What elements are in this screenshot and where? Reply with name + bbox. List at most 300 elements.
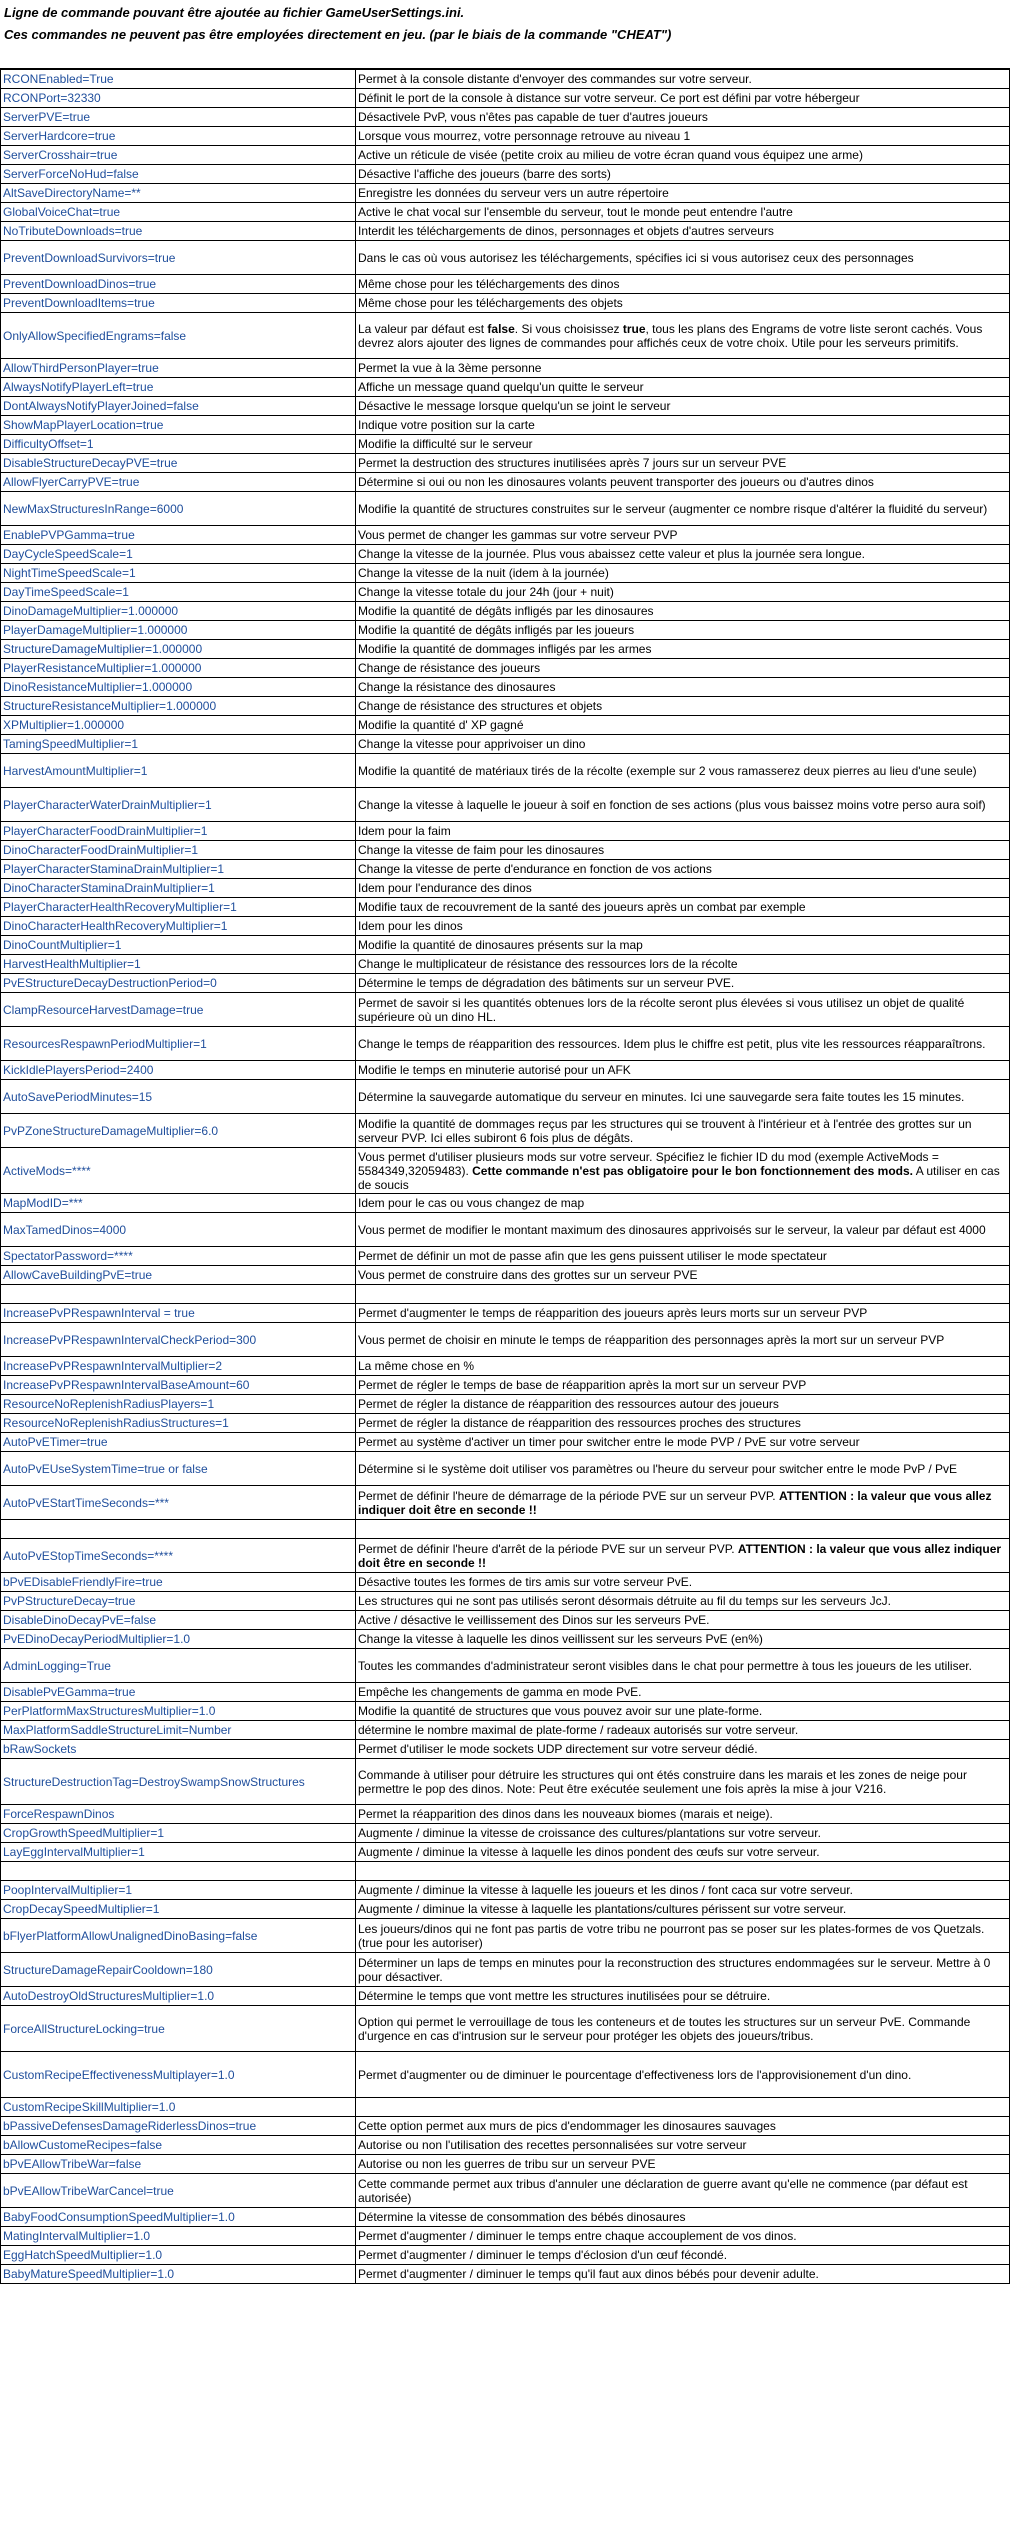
command-description: Modifie la difficulté sur le serveur (356, 435, 1010, 454)
command-description: Dans le cas où vous autorisez les téléchargements, spécifies ici si vous autorisez ceux des personnages (356, 241, 1010, 275)
command-description: Modifie taux de recouvrement de la santé des joueurs après un combat par exemple (356, 898, 1010, 917)
command-description: Permet d'augmenter le temps de réapparition des joueurs après leurs morts sur un serveur PVP (356, 1304, 1010, 1323)
command-key: TamingSpeedMultiplier=1 (1, 735, 356, 754)
command-key (1, 1862, 356, 1881)
command-key: GlobalVoiceChat=true (1, 203, 356, 222)
command-description: Change le temps de réapparition des ressources. Idem plus le chiffre est petit, plus vite les ressources réapparaîtrons. (356, 1027, 1010, 1061)
commands-table-body (1, 70, 1010, 2284)
command-key: IncreasePvPRespawnIntervalBaseAmount=60 (1, 1376, 356, 1395)
command-description (356, 2098, 1010, 2117)
command-key: AutoSavePeriodMinutes=15 (1, 1080, 356, 1114)
command-key: DayCycleSpeedScale=1 (1, 545, 356, 564)
command-description: Idem pour le cas ou vous changez de map (356, 1194, 1010, 1213)
command-description: Permet de régler la distance de réapparition des ressources autour des joueurs (356, 1395, 1010, 1414)
command-description: Permet de définir un mot de passe afin que les gens puissent utiliser le mode spectateur (356, 1247, 1010, 1266)
table-row (1, 1824, 1010, 1843)
command-description: Enregistre les données du serveur vers un autre répertoire (356, 184, 1010, 203)
command-key: StructureResistanceMultiplier=1.000000 (1, 697, 356, 716)
command-key: PerPlatformMaxStructuresMultiplier=1.0 (1, 1702, 356, 1721)
table-row (1, 397, 1010, 416)
command-key: XPMultiplier=1.000000 (1, 716, 356, 735)
command-description: Modifie la quantité d' XP gagné (356, 716, 1010, 735)
table-row (1, 974, 1010, 993)
command-key: PreventDownloadDinos=true (1, 275, 356, 294)
command-description: Permet d'augmenter ou de diminuer le pourcentage d'effectiveness lors de l'approvisionement d'un dino. (356, 2052, 1010, 2098)
command-description: Détermine le temps de dégradation des bâtiments sur un serveur PVE. (356, 974, 1010, 993)
command-description: Désactive le message lorsque quelqu'un se joint le serveur (356, 397, 1010, 416)
command-description: Autorise ou non l'utilisation des recettes personnalisées sur votre serveur (356, 2136, 1010, 2155)
table-row (1, 640, 1010, 659)
command-key: AutoDestroyOldStructuresMultiplier=1.0 (1, 1987, 356, 2006)
command-key: DinoDamageMultiplier=1.000000 (1, 602, 356, 621)
command-description: Change la vitesse à laquelle le joueur à soif en fonction de ses actions (plus vous baissez moins votre perso aura soif) (356, 788, 1010, 822)
table-row (1, 583, 1010, 602)
command-description: Change la vitesse de faim pour les dinosaures (356, 841, 1010, 860)
command-key: PlayerCharacterFoodDrainMultiplier=1 (1, 822, 356, 841)
command-key: DinoCountMultiplier=1 (1, 936, 356, 955)
description-bold: ATTENTION : la valeur que vous allez indiquer doit être en seconde !! (358, 1541, 1002, 1570)
table-row (1, 716, 1010, 735)
table-row (1, 294, 1010, 313)
command-description: Change de résistance des joueurs (356, 659, 1010, 678)
command-key: PvPZoneStructureDamageMultiplier=6.0 (1, 1114, 356, 1148)
command-description: Active / désactive le veillissement des Dinos sur les serveurs PvE. (356, 1611, 1010, 1630)
command-key: PvEDinoDecayPeriodMultiplier=1.0 (1, 1630, 356, 1649)
table-row (1, 1611, 1010, 1630)
table-row (1, 1061, 1010, 1080)
table-row (1, 879, 1010, 898)
table-row (1, 146, 1010, 165)
command-key: NewMaxStructuresInRange=6000 (1, 492, 356, 526)
command-key: DinoCharacterFoodDrainMultiplier=1 (1, 841, 356, 860)
command-key: NoTributeDownloads=true (1, 222, 356, 241)
command-description: Permet à la console distante d'envoyer des commandes sur votre serveur. (356, 70, 1010, 89)
table-row (1, 841, 1010, 860)
table-row (1, 1987, 1010, 2006)
command-description: Désactivele PvP, vous n'êtes pas capable de tuer d'autres joueurs (356, 108, 1010, 127)
command-description: Idem pour l'endurance des dinos (356, 879, 1010, 898)
command-description: Change la vitesse de perte d'endurance en fonction de vos actions (356, 860, 1010, 879)
command-key: AdminLogging=True (1, 1649, 356, 1683)
description-text: Permet de définir l'heure d'arrêt de la période PVE sur un serveur PVP. (358, 1541, 738, 1556)
table-row (1, 2136, 1010, 2155)
table-row (1, 1114, 1010, 1148)
table-row (1, 1433, 1010, 1452)
command-key: CustomRecipeSkillMultiplier=1.0 (1, 2098, 356, 2117)
table-row (1, 1148, 1010, 1194)
table-row (1, 2155, 1010, 2174)
table-row (1, 1649, 1010, 1683)
table-row (1, 222, 1010, 241)
command-description: Augmente / diminue la vitesse à laquelle les plantations/cultures périssent sur votre serveur. (356, 1900, 1010, 1919)
command-key: MapModID=*** (1, 1194, 356, 1213)
table-row (1, 860, 1010, 879)
command-key: HarvestHealthMultiplier=1 (1, 955, 356, 974)
command-key: bPassiveDefensesDamageRiderlessDinos=true (1, 2117, 356, 2136)
description-bold: false (487, 321, 515, 336)
command-key: StructureDamageRepairCooldown=180 (1, 1953, 356, 1987)
command-key: bPvEAllowTribeWarCancel=true (1, 2174, 356, 2208)
command-key: bRawSockets (1, 1740, 356, 1759)
table-row (1, 1304, 1010, 1323)
command-description: Détermine la sauvegarde automatique du serveur en minutes. Ici une sauvegarde sera faite toutes les 15 minutes. (356, 1080, 1010, 1114)
command-key: PlayerCharacterStaminaDrainMultiplier=1 (1, 860, 356, 879)
command-key: ClampResourceHarvestDamage=true (1, 993, 356, 1027)
table-row (1, 1573, 1010, 1592)
command-description: Permet d'utiliser le mode sockets UDP directement sur votre serveur dédié. (356, 1740, 1010, 1759)
command-key: PvPStructureDecay=true (1, 1592, 356, 1611)
table-row (1, 1357, 1010, 1376)
table-row (1, 697, 1010, 716)
table-row (1, 184, 1010, 203)
command-key: SpectatorPassword=**** (1, 1247, 356, 1266)
command-key: RCONEnabled=True (1, 70, 356, 89)
table-row (1, 822, 1010, 841)
page-subtitle: Ces commandes ne peuvent pas être employées directement en jeu. (par le biais de la commande "CHEAT") (4, 27, 672, 42)
command-description: détermine le nombre maximal de plate-forme / radeaux autorisés sur votre serveur. (356, 1721, 1010, 1740)
table-row (1, 1520, 1010, 1539)
command-description: Change le multiplicateur de résistance des ressources lors de la récolte (356, 955, 1010, 974)
command-description: Change de résistance des structures et objets (356, 697, 1010, 716)
command-description: Permet de savoir si les quantités obtenues lors de la récolte seront plus élevées si vous utilisez un objet de qualité supérieure où un dino HL. (356, 993, 1010, 1027)
description-bold: true (622, 321, 646, 336)
command-description: Vous permet de modifier le montant maximum des dinosaures apprivoisés sur le serveur, la valeur par défaut est 4000 (356, 1213, 1010, 1247)
command-description (356, 313, 1010, 359)
command-key: bPvEAllowTribeWar=false (1, 2155, 356, 2174)
command-key: RCONPort=32330 (1, 89, 356, 108)
command-key: ShowMapPlayerLocation=true (1, 416, 356, 435)
command-key: ServerCrosshair=true (1, 146, 356, 165)
command-key: MaxPlatformSaddleStructureLimit=Number (1, 1721, 356, 1740)
table-row (1, 1683, 1010, 1702)
command-key: AllowCaveBuildingPvE=true (1, 1266, 356, 1285)
table-row (1, 621, 1010, 640)
command-key: BabyFoodConsumptionSpeedMultiplier=1.0 (1, 2208, 356, 2227)
command-key (1, 1520, 356, 1539)
command-description: Vous permet de choisir en minute le temps de réapparition des personnages après la mort sur un serveur PVP (356, 1323, 1010, 1357)
table-row (1, 2052, 1010, 2098)
command-description: Augmente / diminue la vitesse à laquelle les dinos pondent des œufs sur votre serveur. (356, 1843, 1010, 1862)
command-key: PreventDownloadItems=true (1, 294, 356, 313)
command-key: AltSaveDirectoryName=** (1, 184, 356, 203)
command-description: Permet de régler la distance de réapparition des ressources proches des structures (356, 1414, 1010, 1433)
command-description: La même chose en % (356, 1357, 1010, 1376)
command-description (356, 1520, 1010, 1539)
command-description: Définit le port de la console à distance sur votre serveur. Ce port est défini par votre hébergeur (356, 89, 1010, 108)
table-row (1, 275, 1010, 294)
description-text: . Si vous choisissez (514, 321, 623, 336)
command-key: EnablePVPGamma=true (1, 526, 356, 545)
command-description (356, 1148, 1010, 1194)
table-row (1, 1759, 1010, 1805)
command-key: AutoPvETimer=true (1, 1433, 356, 1452)
spacer (0, 48, 1010, 69)
command-key: bFlyerPlatformAllowUnalignedDinoBasing=false (1, 1919, 356, 1953)
commands-table (0, 69, 1010, 2284)
command-description: Permet la vue à la 3ème personne (356, 359, 1010, 378)
table-row (1, 564, 1010, 583)
table-row (1, 1721, 1010, 1740)
table-row (1, 1376, 1010, 1395)
description-text: Permet de définir l'heure de démarrage de la période PVE sur un serveur PVP. (358, 1488, 779, 1503)
command-description: Même chose pour les téléchargements des dinos (356, 275, 1010, 294)
table-row (1, 1630, 1010, 1649)
command-key: DinoResistanceMultiplier=1.000000 (1, 678, 356, 697)
command-description: Même chose pour les téléchargements des objets (356, 294, 1010, 313)
command-key: PlayerResistanceMultiplier=1.000000 (1, 659, 356, 678)
table-row (1, 1881, 1010, 1900)
command-key: CustomRecipeEffectivenessMultiplayer=1.0 (1, 2052, 356, 2098)
command-description: Lorsque vous mourrez, votre personnage retrouve au niveau 1 (356, 127, 1010, 146)
command-description: Change la vitesse à laquelle les dinos veillissent sur les serveurs PvE (en%) (356, 1630, 1010, 1649)
table-row (1, 1919, 1010, 1953)
command-key (1, 1285, 356, 1304)
table-row (1, 2098, 1010, 2117)
table-row (1, 2227, 1010, 2246)
command-key: AllowThirdPersonPlayer=true (1, 359, 356, 378)
table-row (1, 89, 1010, 108)
table-row (1, 1266, 1010, 1285)
table-row (1, 754, 1010, 788)
command-description: Modifie le temps en minuterie autorisé pour un AFK (356, 1061, 1010, 1080)
table-row (1, 2006, 1010, 2052)
command-description: Permet au système d'activer un timer pour switcher entre le mode PVP / PvE sur votre serveur (356, 1433, 1010, 1452)
table-row (1, 788, 1010, 822)
command-key: ResourcesRespawnPeriodMultiplier=1 (1, 1027, 356, 1061)
command-key: MaxTamedDinos=4000 (1, 1213, 356, 1247)
command-key: ServerForceNoHud=false (1, 165, 356, 184)
description-text: A utiliser en cas de soucis (358, 1163, 1000, 1192)
command-description: Les structures qui ne sont pas utilisés seront désormais détruite au fil du temps sur les serveurs JcJ. (356, 1592, 1010, 1611)
table-row (1, 1740, 1010, 1759)
table-row (1, 2174, 1010, 2208)
table-row (1, 678, 1010, 697)
command-key: PoopIntervalMultiplier=1 (1, 1881, 356, 1900)
command-key: AutoPvEUseSystemTime=true or false (1, 1452, 356, 1486)
command-description: Idem pour les dinos (356, 917, 1010, 936)
command-description (356, 1539, 1010, 1573)
table-row (1, 898, 1010, 917)
command-key: HarvestAmountMultiplier=1 (1, 754, 356, 788)
command-description: Commande à utiliser pour détruire les structures qui ont étés construire dans les marais et les zones de neige pour permettre le pop des dinos. Note: Peut être exécutée seulement une fois après la mise à jour V216. (356, 1759, 1010, 1805)
command-description: Active un réticule de visée (petite croix au milieu de votre écran quand vous équipez une arme) (356, 146, 1010, 165)
command-description: Autorise ou non les guerres de tribu sur un serveur PVE (356, 2155, 1010, 2174)
description-text: Vous permet d'utiliser plusieurs mods sur votre serveur. Spécifiez le fichier ID du mod (exemple ActiveMods = 5584349,32059483). (358, 1149, 939, 1178)
table-row (1, 435, 1010, 454)
command-key: PlayerCharacterHealthRecoveryMultiplier=1 (1, 898, 356, 917)
command-description: Permet d'augmenter / diminuer le temps qu'il faut aux dinos bébés pour devenir adulte. (356, 2265, 1010, 2284)
table-row (1, 659, 1010, 678)
table-row (1, 1592, 1010, 1611)
command-key: DifficultyOffset=1 (1, 435, 356, 454)
table-row (1, 936, 1010, 955)
table-row (1, 241, 1010, 275)
command-description: Change la vitesse de la journée. Plus vous abaissez cette valeur et plus la journée sera longue. (356, 545, 1010, 564)
table-row (1, 993, 1010, 1027)
command-key: IncreasePvPRespawnIntervalCheckPeriod=300 (1, 1323, 356, 1357)
table-row (1, 1194, 1010, 1213)
command-key: KickIdlePlayersPeriod=2400 (1, 1061, 356, 1080)
table-row (1, 313, 1010, 359)
command-description: Active le chat vocal sur l'ensemble du serveur, tout le monde peut entendre l'autre (356, 203, 1010, 222)
command-key: OnlyAllowSpecifiedEngrams=false (1, 313, 356, 359)
command-description: Permet d'augmenter / diminuer le temps entre chaque accouplement de vos dinos. (356, 2227, 1010, 2246)
command-key: DinoCharacterHealthRecoveryMultiplier=1 (1, 917, 356, 936)
table-row (1, 70, 1010, 89)
command-description: Cette option permet aux murs de pics d'endommager les dinosaures sauvages (356, 2117, 1010, 2136)
command-description: Détermine le temps que vont mettre les structures inutilisées pour se détruire. (356, 1987, 1010, 2006)
table-row (1, 2265, 1010, 2284)
command-description (356, 1285, 1010, 1304)
table-row (1, 1285, 1010, 1304)
command-key: EggHatchSpeedMultiplier=1.0 (1, 2246, 356, 2265)
command-description: Permet de régler le temps de base de réapparition après la mort sur un serveur PVP (356, 1376, 1010, 1395)
description-bold: ATTENTION : la valeur que vous allez indiquer doit être en seconde !! (358, 1488, 992, 1517)
command-key: StructureDamageMultiplier=1.000000 (1, 640, 356, 659)
table-row (1, 1843, 1010, 1862)
table-row (1, 473, 1010, 492)
command-description: Modifie la quantité de dommages reçus par les structures qui se trouvent à l'intérieur et à l'entrée des grottes sur un serveur PVP. Ici elles subiront 6 fois plus de dégâts. (356, 1114, 1010, 1148)
command-description: Permet d'augmenter / diminuer le temps d'éclosion d'un œuf fécondé. (356, 2246, 1010, 2265)
command-key: AutoPvEStopTimeSeconds=**** (1, 1539, 356, 1573)
command-key: PreventDownloadSurvivors=true (1, 241, 356, 275)
table-row (1, 492, 1010, 526)
table-row (1, 955, 1010, 974)
command-key: CropDecaySpeedMultiplier=1 (1, 1900, 356, 1919)
command-key: AutoPvEStartTimeSeconds=*** (1, 1486, 356, 1520)
command-key: ActiveMods=**** (1, 1148, 356, 1194)
table-row (1, 203, 1010, 222)
command-key: MatingIntervalMultiplier=1.0 (1, 2227, 356, 2246)
command-description: Déterminer un laps de temps en minutes pour la reconstruction des structures endommagées sur le serveur. Mettre à 0 pour désactiver. (356, 1953, 1010, 1987)
command-description: Change la vitesse pour apprivoiser un dino (356, 735, 1010, 754)
table-row (1, 1862, 1010, 1881)
command-key: ResourceNoReplenishRadiusPlayers=1 (1, 1395, 356, 1414)
command-key: PvEStructureDecayDestructionPeriod=0 (1, 974, 356, 993)
command-description: Modifie la quantité de dégâts infligés par les joueurs (356, 621, 1010, 640)
table-row (1, 2208, 1010, 2227)
command-description: Détermine si oui ou non les dinosaures volants peuvent transporter des joueurs ou d'autres dinos (356, 473, 1010, 492)
command-description: Modifie la quantité de structures que vous pouvez avoir sur une plate-forme. (356, 1702, 1010, 1721)
table-row (1, 735, 1010, 754)
command-description: Désactive l'affiche des joueurs (barre des sorts) (356, 165, 1010, 184)
table-row (1, 602, 1010, 621)
command-description (356, 1862, 1010, 1881)
command-description (356, 1486, 1010, 1520)
command-description: Modifie la quantité de dinosaures présents sur la map (356, 936, 1010, 955)
page-title: Ligne de commande pouvant être ajoutée au fichier GameUserSettings.ini. (4, 5, 465, 20)
table-row (1, 1080, 1010, 1114)
command-description: Modifie la quantité de dommages infligés par les armes (356, 640, 1010, 659)
table-row (1, 1900, 1010, 1919)
command-key: AlwaysNotifyPlayerLeft=true (1, 378, 356, 397)
description-text: La valeur par défaut est (358, 321, 488, 336)
table-row (1, 127, 1010, 146)
command-key: DontAlwaysNotifyPlayerJoined=false (1, 397, 356, 416)
table-row (1, 526, 1010, 545)
command-description: Indique votre position sur la carte (356, 416, 1010, 435)
description-bold: Cette commande n'est pas obligatoire pour le bon fonctionnement des mods. (472, 1163, 914, 1178)
command-description: Modifie la quantité de dégâts infligés par les dinosaures (356, 602, 1010, 621)
command-description: Permet la réapparition des dinos dans les nouveaux biomes (marais et neige). (356, 1805, 1010, 1824)
command-description: Affiche un message quand quelqu'un quitte le serveur (356, 378, 1010, 397)
table-row (1, 378, 1010, 397)
command-description: Vous permet de construire dans des grottes sur un serveur PVE (356, 1266, 1010, 1285)
table-row (1, 1452, 1010, 1486)
command-key: DisablePvEGamma=true (1, 1683, 356, 1702)
description-text: , tous les plans des Engrams de votre liste seront cachés. Vous devrez alors ajouter des lignes de commandes pour affichés ceux de votre choix. Utile pour les serveurs primitifs. (358, 321, 983, 350)
command-description: Interdit les téléchargements de dinos, personnages et objets d'autres serveurs (356, 222, 1010, 241)
command-key: NightTimeSpeedScale=1 (1, 564, 356, 583)
command-key: IncreasePvPRespawnIntervalMultiplier=2 (1, 1357, 356, 1376)
command-key: DisableDinoDecayPvE=false (1, 1611, 356, 1630)
command-key: AllowFlyerCarryPVE=true (1, 473, 356, 492)
command-key: bAllowCustomeRecipes=false (1, 2136, 356, 2155)
table-row (1, 108, 1010, 127)
table-row (1, 1247, 1010, 1266)
command-description: Désactive toutes les formes de tirs amis sur votre serveur PvE. (356, 1573, 1010, 1592)
command-key: ResourceNoReplenishRadiusStructures=1 (1, 1414, 356, 1433)
table-row (1, 454, 1010, 473)
command-description: Vous permet de changer les gammas sur votre serveur PVP (356, 526, 1010, 545)
command-key: LayEggIntervalMultiplier=1 (1, 1843, 356, 1862)
table-row (1, 1213, 1010, 1247)
table-row (1, 545, 1010, 564)
command-description: Détermine si le système doit utiliser vos paramètres ou l'heure du serveur pour switcher entre le mode PvP / PvE (356, 1452, 1010, 1486)
command-key: bPvEDisableFriendlyFire=true (1, 1573, 356, 1592)
command-key: IncreasePvPRespawnInterval = true (1, 1304, 356, 1323)
command-key: DisableStructureDecayPVE=true (1, 454, 356, 473)
command-key: BabyMatureSpeedMultiplier=1.0 (1, 2265, 356, 2284)
table-row (1, 1027, 1010, 1061)
table-row (1, 1805, 1010, 1824)
command-description: Les joueurs/dinos qui ne font pas partis de votre tribu ne pourront pas se poser sur les plates-formes de vos Quetzals. (true pour les autoriser) (356, 1919, 1010, 1953)
command-description: Détermine la vitesse de consommation des bébés dinosaures (356, 2208, 1010, 2227)
table-row (1, 1702, 1010, 1721)
command-key: ForceAllStructureLocking=true (1, 2006, 356, 2052)
command-description: Change la vitesse de la nuit (idem à la journée) (356, 564, 1010, 583)
command-key: ServerPVE=true (1, 108, 356, 127)
command-description: Augmente / diminue la vitesse de croissance des cultures/plantations sur votre serveur. (356, 1824, 1010, 1843)
command-key: ForceRespawnDinos (1, 1805, 356, 1824)
table-row (1, 1486, 1010, 1520)
command-description: Augmente / diminue la vitesse à laquelle les joueurs et les dinos / font caca sur votre serveur. (356, 1881, 1010, 1900)
command-key: DinoCharacterStaminaDrainMultiplier=1 (1, 879, 356, 898)
table-row (1, 416, 1010, 435)
table-row (1, 1414, 1010, 1433)
table-row (1, 2117, 1010, 2136)
command-key: CropGrowthSpeedMultiplier=1 (1, 1824, 356, 1843)
command-key: ServerHardcore=true (1, 127, 356, 146)
table-row (1, 165, 1010, 184)
command-key: PlayerDamageMultiplier=1.000000 (1, 621, 356, 640)
command-description: Toutes les commandes d'administrateur seront visibles dans le chat pour permettre à tous les joueurs de les utiliser. (356, 1649, 1010, 1683)
table-row (1, 1395, 1010, 1414)
command-description: Modifie la quantité de matériaux tirés de la récolte (exemple sur 2 vous ramasserez deux pierres au lieu d'une seule) (356, 754, 1010, 788)
table-row (1, 917, 1010, 936)
command-description: Permet la destruction des structures inutilisées après 7 jours sur un serveur PVE (356, 454, 1010, 473)
command-description: Idem pour la faim (356, 822, 1010, 841)
table-row (1, 1953, 1010, 1987)
table-row (1, 2246, 1010, 2265)
table-row (1, 359, 1010, 378)
table-row (1, 1539, 1010, 1573)
command-description: Option qui permet le verrouillage de tous les conteneurs et de toutes les structures sur un serveur PvE. Commande d'urgence en cas d'intrusion sur le serveur pour protéger les objets des joueurs/tribus. (356, 2006, 1010, 2052)
command-description: Empêche les changements de gamma en mode PvE. (356, 1683, 1010, 1702)
command-key: DayTimeSpeedScale=1 (1, 583, 356, 602)
command-key: StructureDestructionTag=DestroySwampSnowStructures (1, 1759, 356, 1805)
command-description: Change la vitesse totale du jour 24h (jour + nuit) (356, 583, 1010, 602)
